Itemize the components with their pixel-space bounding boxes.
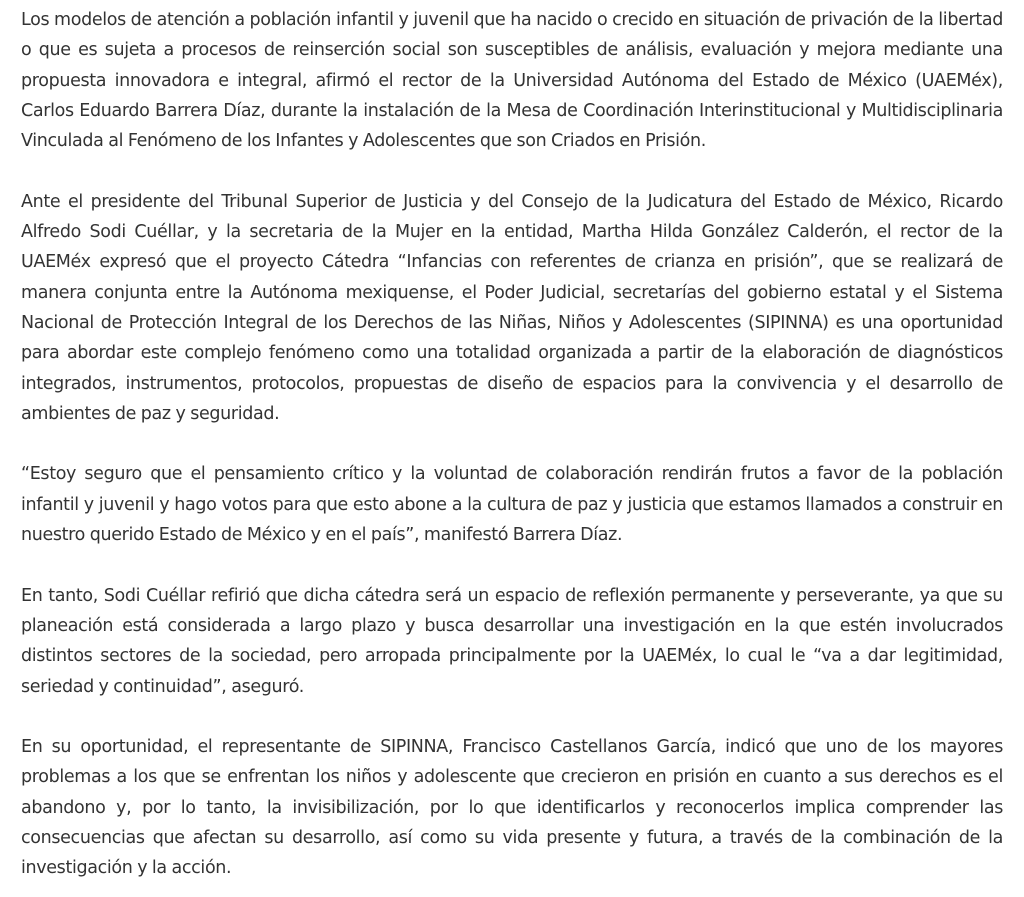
article-body	[21, 5, 1003, 884]
article-paragraph-2: Ante el presidente del Tribunal Superior de Justicia y del Consejo de la Judicatura del Estado de México, Ricardo Alfredo Sodi Cuéllar, y la secretaria de la Mujer en la entidad, Martha Hilda González Calderón, el rector de la UAEMéx expresó que el proyecto Cátedra “Infancias con referentes de crianza en prisión”, que se realizará de manera conjunta entre la Autónoma mexiquense, el Poder Judicial, secretarías del gobierno estatal y el Sistema Nacional de Protección Integral de los Derechos de las Niñas, Niños y Adolescentes (SIPINNA) es una oportunidad para abordar este complejo fenómeno como una totalidad organizada a partir de la elaboración de diagnósticos integrados, instrumentos, protocolos, propuestas de diseño de espacios para la convivencia y el desarrollo de ambientes de paz y seguridad.	[21, 191, 1003, 424]
article-paragraph-1: Los modelos de atención a población infantil y juvenil que ha nacido o crecido en situación de privación de la libertad o que es sujeta a procesos de reinserción social son susceptibles de análisis, evaluación y mejora mediante una propuesta innovadora e integral, afirmó el rector de la Universidad Autónoma del Estado de México (UAEMéx), Carlos Eduardo Barrera Díaz, durante la instalación de la Mesa de Coordinación Interinstitucional y Multidisciplinaria Vinculada al Fenómeno de los Infantes y Adolescentes que son Criados en Prisión.	[21, 10, 1003, 152]
article-paragraph-5: En su oportunidad, el representante de SIPINNA, Francisco Castellanos García, indicó que uno de los mayores problemas a los que se enfrentan los niños y adolescente que crecieron en prisión en cuanto a sus derechos es el abandono y, por lo tanto, la invisibilización, por lo que identificarlos y reconocerlos implica comprender las consecuencias que afectan su desarrollo, así como su vida presente y futura, a través de la combinación de la investigación y la acción.	[21, 737, 1003, 879]
article-paragraph-3: “Estoy seguro que el pensamiento crítico y la voluntad de colaboración rendirán frutos a favor de la población infantil y juvenil y hago votos para que esto abone a la cultura de paz y justicia que estamos llamados a construir en nuestro querido Estado de México y en el país”, manifestó Barrera Díaz.	[21, 464, 1003, 546]
article-paragraph-4: En tanto, Sodi Cuéllar refirió que dicha cátedra será un espacio de reflexión permanente y perseverante, ya que su planeación está considerada a largo plazo y busca desarrollar una investigación en la que estén involucrados distintos sectores de la sociedad, pero arropada principalmente por la UAEMéx, lo cual le “va a dar legitimidad, seriedad y continuidad”, aseguró.	[21, 585, 1003, 697]
